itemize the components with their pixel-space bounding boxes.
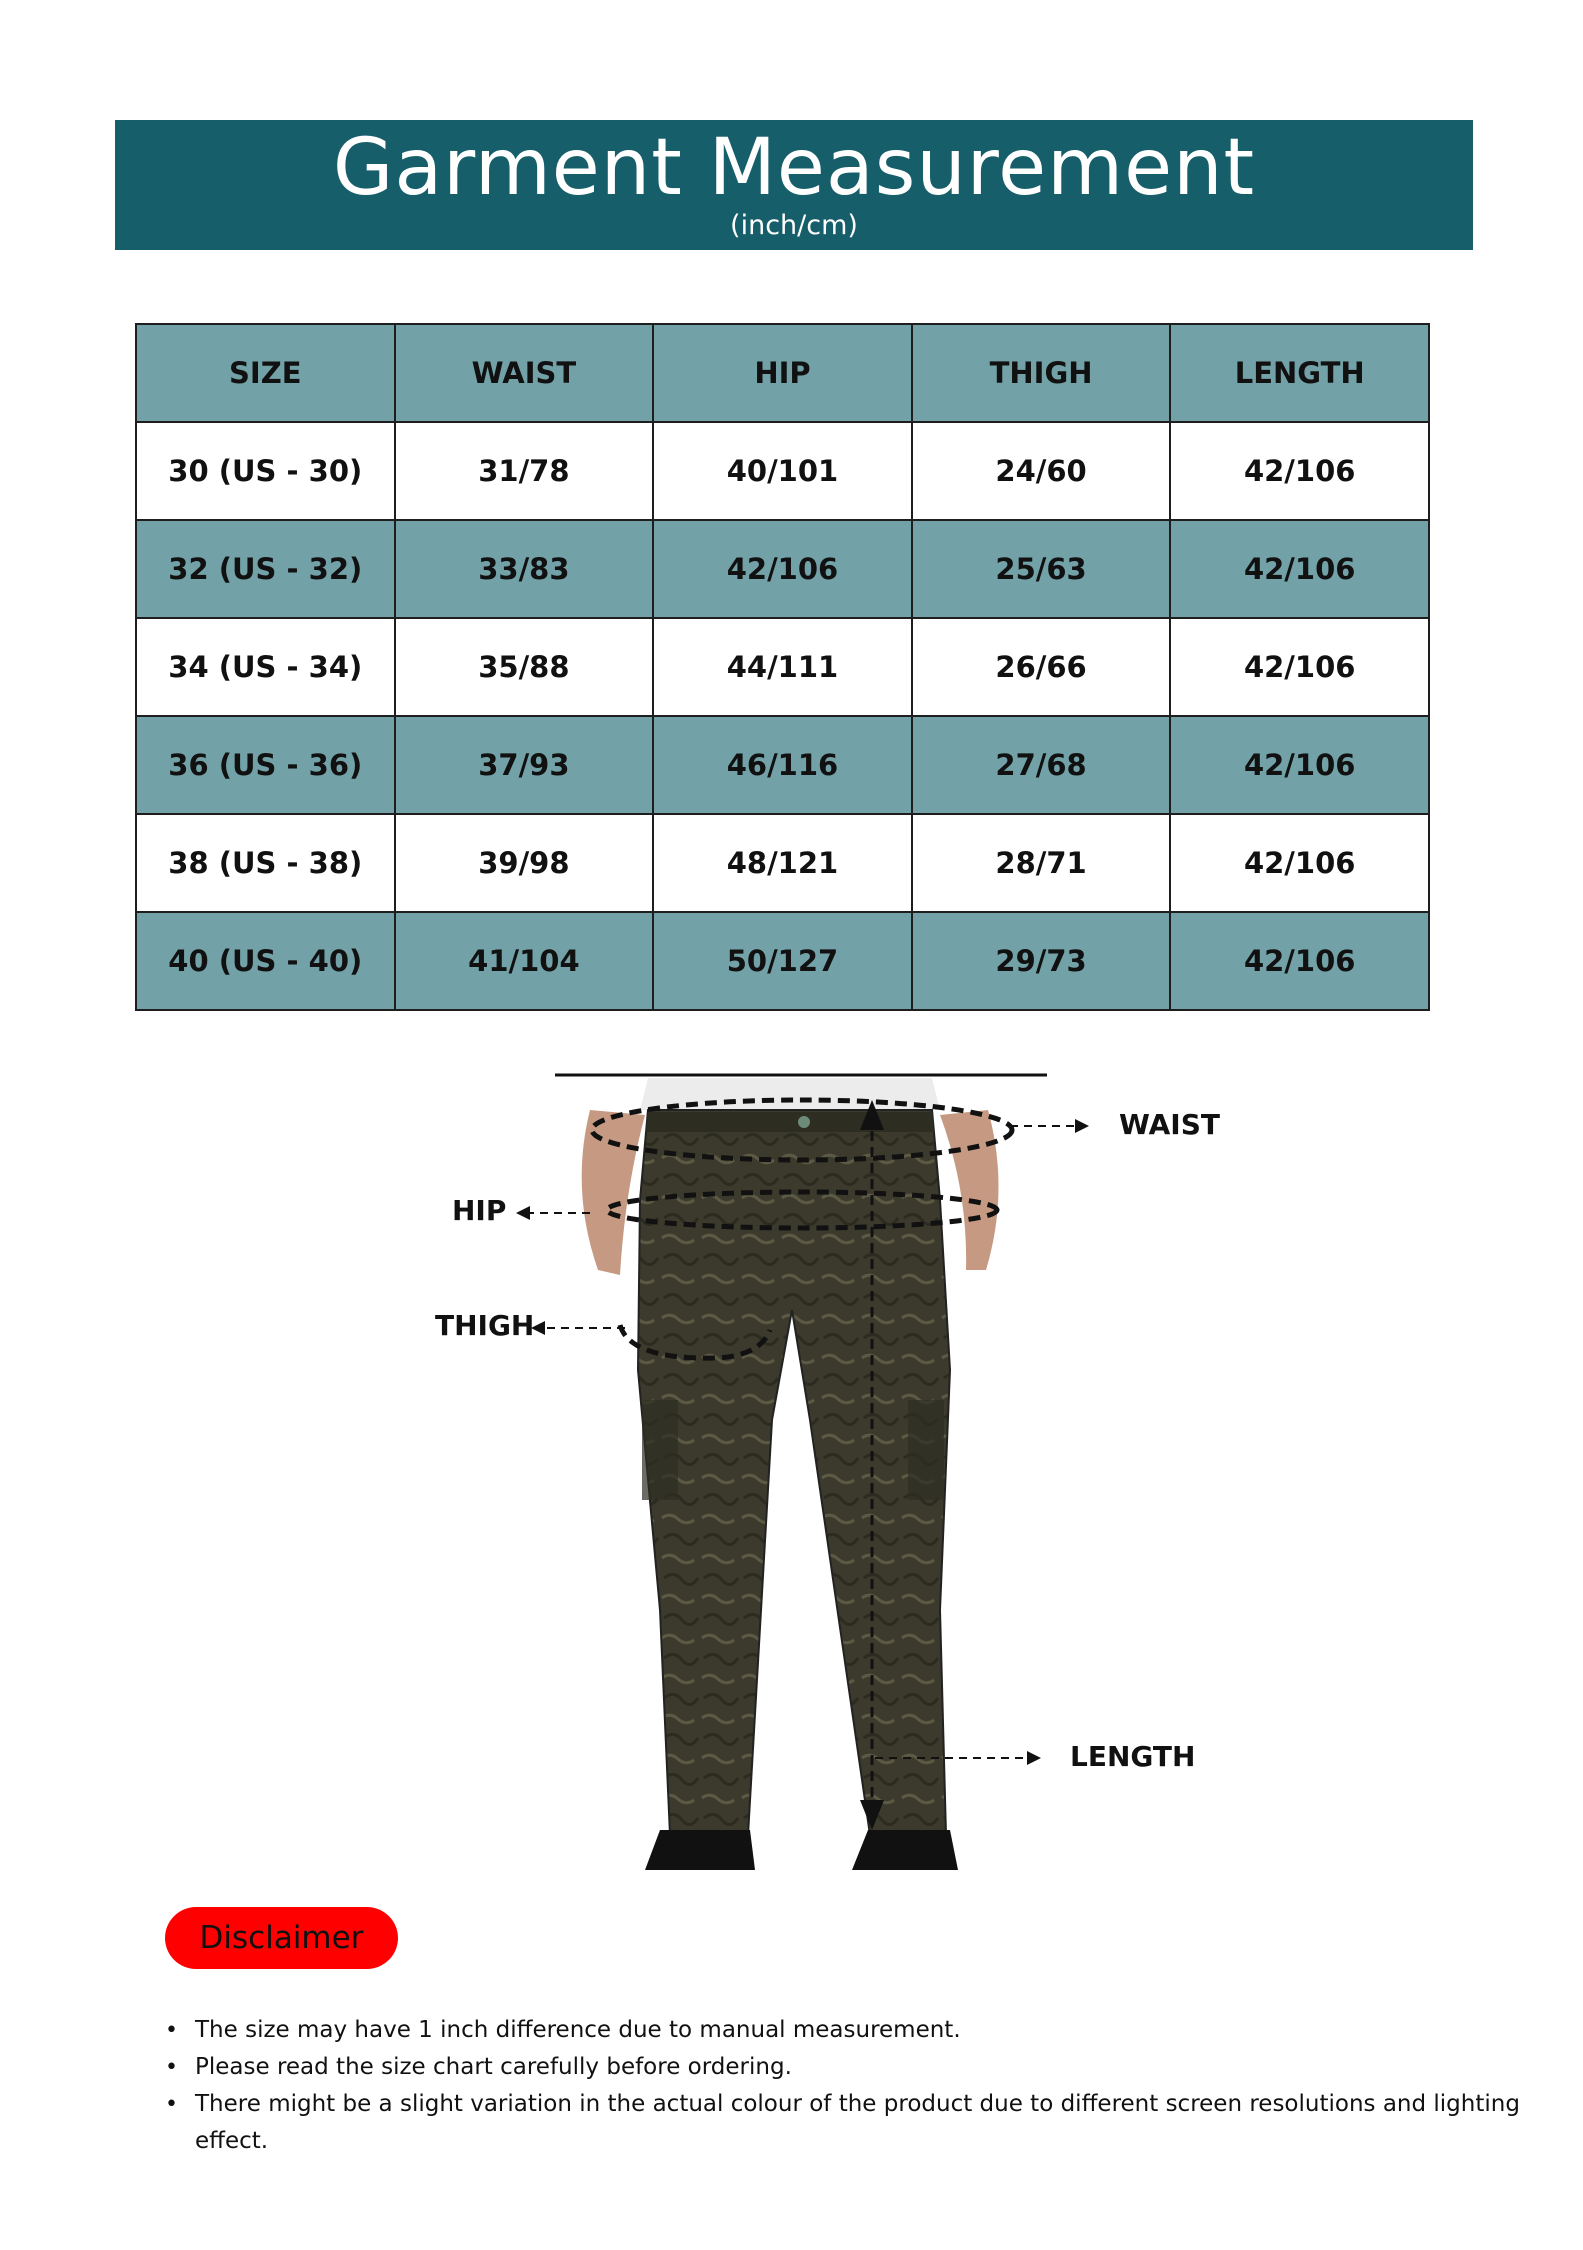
length-label: LENGTH	[1070, 1740, 1196, 1773]
table-cell: 25/63	[912, 520, 1171, 618]
table-row	[136, 912, 1429, 1010]
table-cell: 35/88	[395, 618, 654, 716]
table-cell: 37/93	[395, 716, 654, 814]
page-header	[115, 120, 1473, 250]
table-cell: 48/121	[653, 814, 912, 912]
table-cell: 42/106	[1170, 520, 1429, 618]
hip-label: HIP	[452, 1194, 507, 1227]
table-cell: 32 (US - 32)	[136, 520, 395, 618]
table-header-row	[136, 324, 1429, 422]
table-row	[136, 716, 1429, 814]
table-row	[136, 618, 1429, 716]
page-title: Garment Measurement	[332, 123, 1256, 213]
table-cell: 42/106	[1170, 422, 1429, 520]
table-cell: 38 (US - 38)	[136, 814, 395, 912]
size-chart-table	[135, 323, 1430, 1011]
thigh-label: THIGH	[435, 1309, 535, 1342]
table-cell: 31/78	[395, 422, 654, 520]
table-cell: 26/66	[912, 618, 1171, 716]
column-header-thigh: THIGH	[912, 324, 1171, 422]
table-row	[136, 422, 1429, 520]
column-header-length: LENGTH	[1170, 324, 1429, 422]
table-cell: 40 (US - 40)	[136, 912, 395, 1010]
table-cell: 42/106	[1170, 618, 1429, 716]
table-row	[136, 520, 1429, 618]
table-cell: 34 (US - 34)	[136, 618, 395, 716]
column-header-hip: HIP	[653, 324, 912, 422]
table-row	[136, 814, 1429, 912]
table-cell: 33/83	[395, 520, 654, 618]
table-cell: 42/106	[1170, 814, 1429, 912]
table-cell: 41/104	[395, 912, 654, 1010]
table-cell: 24/60	[912, 422, 1171, 520]
table-cell: 29/73	[912, 912, 1171, 1010]
list-item: • The size may have 1 inch difference due to manual measurement.	[165, 2012, 1565, 2049]
list-item: • Please read the size chart carefully before ordering.	[165, 2049, 1565, 2086]
disclaimer-badge: Disclaimer	[165, 1907, 398, 1969]
table-cell: 27/68	[912, 716, 1171, 814]
table-cell: 28/71	[912, 814, 1171, 912]
column-header-waist: WAIST	[395, 324, 654, 422]
table-cell: 42/106	[653, 520, 912, 618]
waist-label: WAIST	[1119, 1108, 1220, 1141]
table-cell: 39/98	[395, 814, 654, 912]
table-cell: 40/101	[653, 422, 912, 520]
table-cell: 30 (US - 30)	[136, 422, 395, 520]
table-cell: 42/106	[1170, 716, 1429, 814]
table-cell: 46/116	[653, 716, 912, 814]
page-subtitle: (inch/cm)	[730, 210, 858, 241]
table-cell: 50/127	[653, 912, 912, 1010]
disclaimer-notes	[165, 2012, 1565, 2160]
measurement-diagram	[420, 1070, 1240, 1890]
table-cell: 36 (US - 36)	[136, 716, 395, 814]
table-cell: 42/106	[1170, 912, 1429, 1010]
list-item: • There might be a slight variation in the actual colour of the product due to different screen resolutions and lighting effect.	[165, 2086, 1565, 2160]
column-header-size: SIZE	[136, 324, 395, 422]
table-cell: 44/111	[653, 618, 912, 716]
